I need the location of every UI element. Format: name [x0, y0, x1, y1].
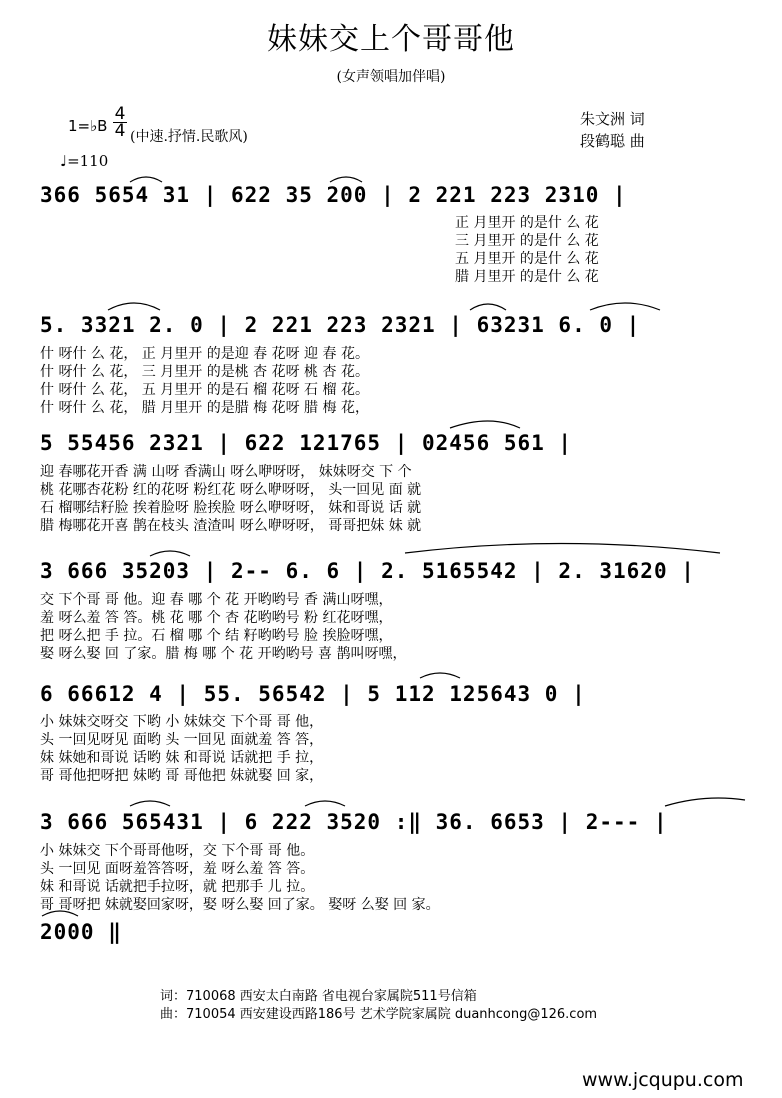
lyric-line: 妹 和哥说 话就把手拉呀，就 把那手 儿 拉。	[40, 879, 315, 895]
composer-address: 曲：710054 西安建设西路186号 艺术学院家属院 duanhcong@126.com	[160, 1007, 598, 1022]
key-signature: 1=♭B	[68, 117, 108, 135]
lyric-line: 小 妹妹交呀交 下哟 小 妹妹交 下个哥 哥 他，	[40, 714, 324, 730]
lyric-line: 把 呀么把 手 拉。石 榴 哪 个 结 籽哟哟号 脸 挨脸呀嘿，	[40, 628, 393, 644]
lyric-line: 正 月里开 的是什 么 花	[455, 215, 599, 231]
lyric-line: 什 呀什 么 花， 正 月里开 的是迎 春 花呀 迎 春 花。	[40, 346, 369, 362]
lyric-line: 交 下个哥 哥 他。迎 春 哪 个 花 开哟哟号 香 满山呀嘿，	[40, 592, 393, 608]
lyric-line: 什 呀什 么 花， 五 月里开 的是石 榴 花呀 石 榴 花。	[40, 382, 369, 398]
composer-credit: 段鹤聪 曲	[580, 132, 645, 150]
song-title: 妹妹交上个哥哥他	[267, 22, 515, 57]
lyric-line: 头 一回见 面呀羞答答呀，羞 呀么羞 答 答。	[40, 861, 315, 877]
slur	[108, 303, 160, 310]
slur	[450, 421, 520, 428]
lyric-line: 娶 呀么娶 回 了家。腊 梅 哪 个 花 开哟哟号 喜 鹊叫呀嘿，	[40, 646, 407, 662]
lyric-line: 腊 月里开 的是什 么 花	[455, 269, 599, 285]
notation-line-7: 2000 ‖	[40, 920, 122, 944]
notation-line-5: 6 66612 4 | 55. 56542 | 5 112 125643 0 |	[40, 682, 586, 706]
lyricist-address: 词：710068 西安太白南路 省电视台家属院511号信箱	[160, 989, 477, 1004]
slur	[405, 544, 720, 554]
lyric-line: 什 呀什 么 花， 腊 月里开 的是腊 梅 花呀 腊 梅 花，	[40, 400, 369, 416]
slur	[130, 801, 170, 806]
lyric-line: 迎 春哪花开香 满 山呀 香满山 呀么咿呀呀， 妹妹呀交 下 个	[40, 464, 412, 480]
notation-line-2: 5. 3321 2. 0 | 2 221 223 2321 | 63231 6. 0 |	[40, 313, 641, 337]
lyric-line: 五 月里开 的是什 么 花	[455, 251, 599, 267]
slur	[665, 798, 745, 806]
lyric-line: 妹 妹她和哥说 话哟 妹 和哥说 话就把 手 拉，	[40, 750, 324, 766]
lyric-line: 桃 花哪杏花粉 红的花呀 粉红花 呀么咿呀呀， 头一回见 面 就	[40, 482, 422, 498]
lyric-line: 腊 梅哪花开喜 鹊在枝头 渣渣叫 呀么咿呀呀， 哥哥把妹 妹 就	[40, 518, 422, 534]
lyric-line: 哥 哥他把呀把 妹哟 哥 哥他把 妹就娶 回 家，	[40, 768, 324, 784]
slur	[470, 304, 506, 310]
lyric-line: 什 呀什 么 花， 三 月里开 的是桃 杏 花呀 桃 杏 花。	[40, 364, 369, 380]
lyricist-credit: 朱文洲 词	[580, 110, 645, 128]
lyric-line: 石 榴哪结籽脸 挨着脸呀 脸挨脸 呀么咿呀呀， 妹和哥说 话 就	[40, 500, 422, 516]
slur	[150, 551, 190, 556]
slur	[420, 673, 460, 678]
tempo-marking: ♩=110	[60, 152, 109, 170]
slur	[305, 801, 345, 806]
lyric-line: 小 妹妹交 下个哥哥他呀，交 下个哥 哥 他。	[40, 843, 315, 859]
song-subtitle: (女声领唱加伴唱)	[336, 69, 446, 85]
notation-line-6: 3 666 565431 | 6 222 3520 :‖ 36. 6653 | 2--- |	[40, 810, 668, 834]
lyric-line: 头 一回见呀见 面哟 头 一回见 面就羞 答 答，	[40, 732, 324, 748]
notation-line-4: 3 666 35203 | 2-- 6. 6 | 2. 5165542 | 2. 31620 |	[40, 559, 695, 583]
lyric-line: 羞 呀么羞 答 答。桃 花 哪 个 杏 花哟哟号 粉 红花呀嘿，	[40, 610, 393, 626]
slur	[130, 177, 162, 182]
slur	[590, 303, 660, 310]
notation-line-3: 5 55456 2321 | 622 121765 | 02456 561 |	[40, 431, 573, 455]
meter-top: 4	[114, 104, 126, 124]
notation-line-1: 366 5654 31 | 622 35 200 | 2 221 223 2310 |	[40, 183, 627, 207]
style-marking: (中速.抒情.民歌风)	[130, 129, 248, 145]
slur	[330, 177, 362, 182]
meter-bottom: 4	[114, 121, 126, 141]
slur	[42, 911, 78, 916]
lyric-line: 哥 哥呀把 妹就娶回家呀，娶 呀么娶 回了家。 娶呀 么娶 回 家。	[40, 897, 440, 913]
site-watermark: www.jcqupu.com	[582, 1069, 744, 1091]
lyric-line: 三 月里开 的是什 么 花	[455, 233, 599, 249]
